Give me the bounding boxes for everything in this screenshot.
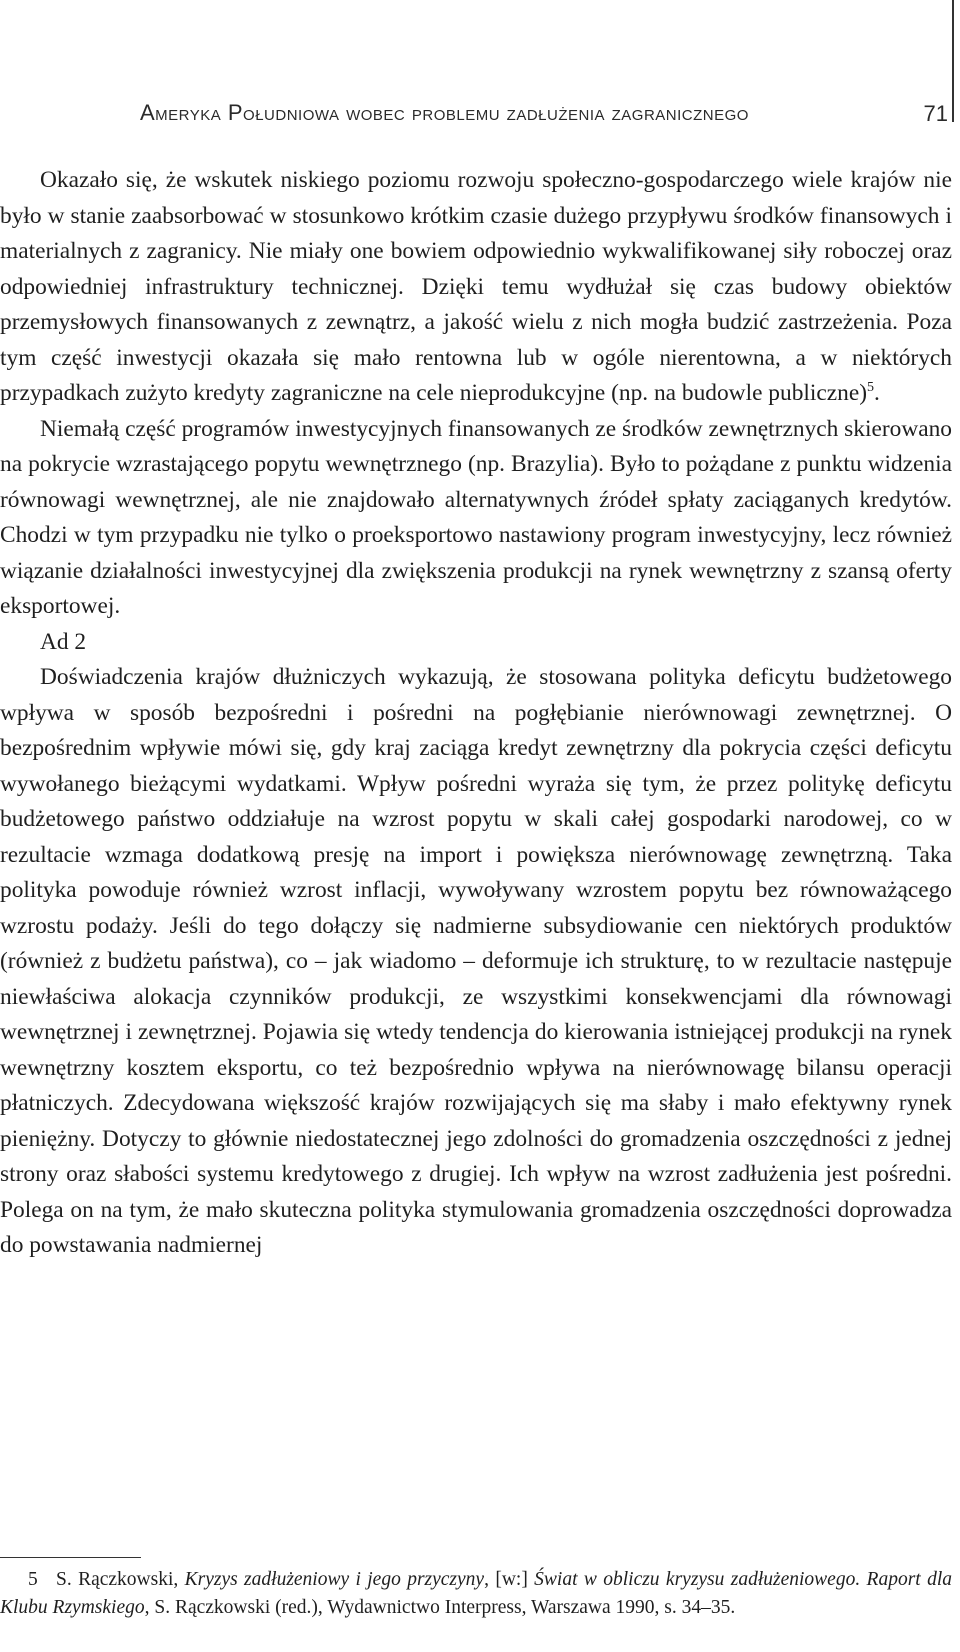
footnote-source: Świat w obliczu kryzysu zadłużeniowego. Raport dla Klubu Rzymskiego [0,1569,952,1618]
footnote-rest: , S. Rączkowski (red.), Wydawnictwo Interpress, Warszawa 1990, s. 34–35. [144,1597,736,1618]
paragraph-2: Niemałą część programów inwestycyjnych finansowanych ze środków zewnętrznych skierowano na pokrycie wzrastającego popytu wewnętrznego (np. Brazylia). Było to pożądane z punktu widzenia równowagi wewnętrznej, ale nie znajdowało alternatywnych źródeł spłaty zaciąganych kredytów. Chodzi w tym przypadku nie tylko o proeksportowo nastawiony program inwestycyjny, lecz również wiązanie działalności inwestycyjnej dla zwiększenia produkcji na rynek wewnętrzny z szansą oferty eksportowej. [0,415,952,619]
paragraph-1 [0,163,952,412]
footnote-number: 5 [28,1569,38,1590]
footnote-ref-5[interactable]: 5 [867,379,875,396]
main-text [0,163,952,1264]
footnote-title: Kryzys zadłużeniowy i jego przyczyny [184,1569,485,1590]
paragraph-3: Doświadczenia krajów dłużniczych wykazują, że stosowana polityka deficytu budżetowego wpływa w sposób bezpośredni i pośredni na pogłębianie nierównowagi zewnętrznej. O bezpośrednim wpływie mówi się, gdy kraj zaciąga kredyt zewnętrzny dla pokrycia części deficytu wywołanego bieżącymi wydatkami. Wpływ pośredni wyraża się tym, że przez politykę deficytu budżetowego państwo oddziałuje na wzrost popytu w skali całej gospodarki narodowej, co w rezultacie wzmaga dodatkową presję na import i powiększa nierównowagę zewnętrzną. Taka polityka powoduje również wzrost inflacji, wywoływany wzrostem popytu bez równoważącego wzrostu podaży. Jeśli do tego dołączy się nadmierne subsydiowanie cen niektórych produktów (również z budżetu państwa), co – jak wiadomo – deformuje ich strukturę, to w rezultacie następuje niewłaściwa alokacja czynników produkcji, ze wszystkimi konsekwencjami dla równowagi wewnętrznej i zewnętrznej. Pojawia się wtedy tendencja do kierowania istniejącej produkcji na rynek wewnętrzny kosztem eksportu, co też bezpośrednio wpływa na nierównowagę bilansu operacji płatniczych. Zdecydowana większość krajów rozwijających się ma słaby i mało efektywny rynek pieniężny. Dotyczy to głównie niedostatecznej jego zdolności do gromadzenia oszczędności z jednej strony oraz słabości systemu kredytowego z drugiej. Ich wpływ na wzrost zadłużenia jest pośredni. Polega on na tym, że mało skuteczna polityka stymulowania gromadzenia oszczędności doprowadza do powstawania nadmiernej [0,664,952,1258]
page-number: 71 [923,101,948,126]
paragraph-1-end: . [874,380,880,406]
page-edge-line [952,0,954,122]
section-heading: Ad 2 [40,628,87,655]
footnote-mid: , [w:] [484,1569,535,1590]
paragraph-1-text: Okazało się, że wskutek niskiego poziomu rozwoju społeczno-gospodarczego wiele krajów nie było w stanie zaabsorbować w stosunkowo krótkim czasie dużego przypływu środków finansowych i materialnych z zagranicy. Nie miały one bowiem odpowiednio wykwalifikowanej siły roboczej oraz odpowiedniej infrastruktury technicznej. Dzięki temu wydłużał się czas budowy obiektów przemysłowych finansowanych z zewnątrz, a jakość wielu z nich mogła budzić zastrzeżenia. Poza tym część inwestycji okazała się mało rentowna lub w ogóle nierentowna, a w niektórych przypadkach zużyto kredyty zagraniczne na cele nieprodukcyjne (np. na budowle publiczne) [0,167,952,406]
footnote-author: S. Rączkowski, [56,1569,185,1590]
footnote-5 [0,1566,952,1622]
running-title: Ameryka Południowa wobec problemu zadłużenia zagranicznego [140,100,749,125]
footnote-rule [0,1557,141,1558]
